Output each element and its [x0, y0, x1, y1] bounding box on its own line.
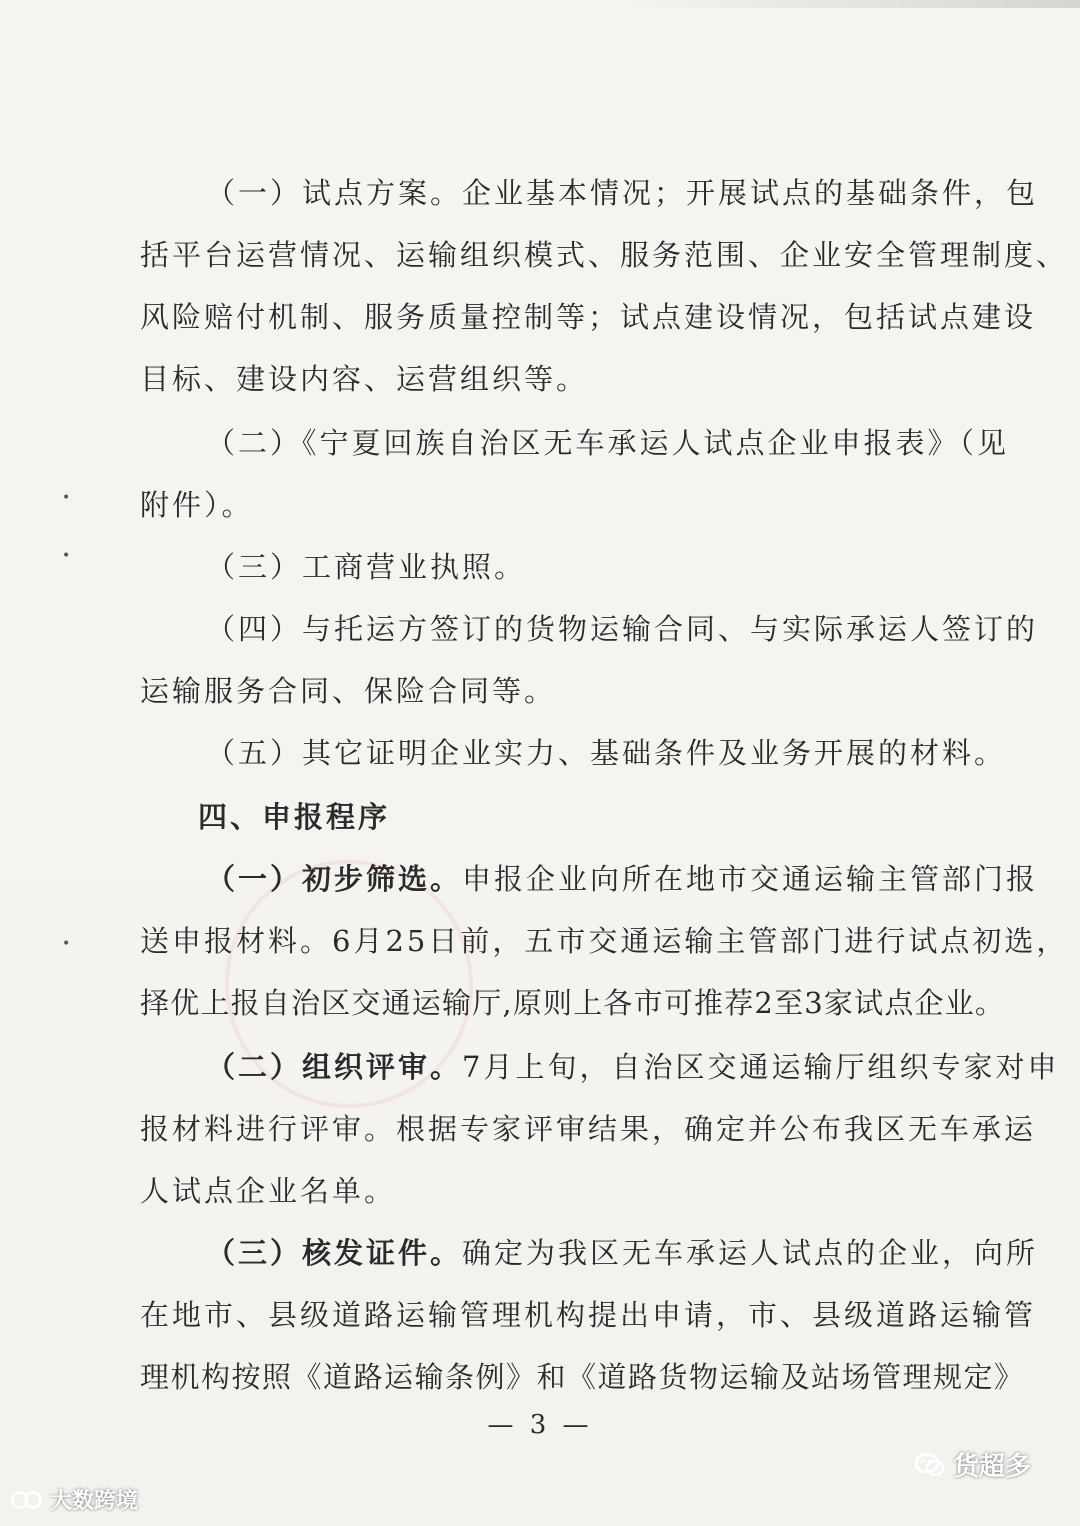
- text-line: （二）《宁夏回族自治区无车承运人试点企业申报表》（见: [206, 426, 1010, 460]
- paragraph-application-form: [140, 412, 1010, 536]
- watermark-text: 货超多: [953, 1452, 1032, 1482]
- text-run: 申报企业向所在地市交通运输主管部门报: [462, 862, 1039, 896]
- text-line: 括平台运营情况、运输组织模式、服务范围、企业安全管理制度、: [140, 238, 1069, 272]
- page-number: — 3 —: [487, 1410, 593, 1440]
- text-line: 理机构按照《道路运输条例》和《道路货物运输及站场管理规定》: [140, 1360, 1025, 1394]
- text-line: [140, 848, 1039, 910]
- watermark-text: 大数跨境: [50, 1489, 139, 1514]
- text-line: （三）工商营业执照。: [206, 550, 527, 584]
- subsection-title: （二）组织评审。: [206, 1050, 463, 1084]
- text-line: 风险赔付机制、服务质量控制等；试点建设情况，包括试点建设: [140, 300, 1037, 334]
- text-line: 在地市、县级道路运输管理机构提出申请，市、县级道路运输管: [140, 1298, 1037, 1332]
- text-line: （四）与托运方签订的货物运输合同、与实际承运人签订的: [206, 612, 1039, 646]
- text-run: 7月上旬，自治区交通运输厅组织专家对申: [462, 1050, 1060, 1084]
- text-line: （一）试点方案。企业基本情况；开展试点的基础条件，包: [206, 176, 1039, 210]
- text-line: 择优上报自治区交通运输厅,原则上各市可推荐2至3家试点企业。: [140, 986, 1006, 1020]
- text-line: 送申报材料。6月25日前，五市交通运输主管部门进行试点初选，: [140, 924, 1069, 958]
- scan-dot: •: [62, 548, 71, 564]
- subsection-title: （三）核发证件。: [206, 1236, 463, 1270]
- paragraph-other-materials: [140, 722, 1007, 784]
- text-line: [140, 1036, 1060, 1098]
- scan-edge: [600, 0, 1080, 8]
- text-line: 运输服务合同、保险合同等。: [140, 674, 557, 708]
- watermark-left: [10, 1484, 138, 1515]
- wechat-icon: [915, 1452, 945, 1478]
- text-line: 附件）。: [140, 488, 254, 522]
- paragraph-trial-plan: [140, 162, 1069, 410]
- paragraph-certificate: [140, 1222, 1039, 1408]
- text-run: 确定为我区无车承运人试点的企业，向所: [462, 1236, 1039, 1270]
- link-logo-icon: [10, 1489, 44, 1511]
- text-line: [140, 1222, 1039, 1284]
- scan-dot: •: [62, 936, 71, 952]
- paragraph-review: [140, 1036, 1060, 1222]
- text-line: （五）其它证明企业实力、基础条件及业务开展的材料。: [206, 736, 1007, 770]
- text-line: 人试点企业名单。: [140, 1174, 397, 1208]
- text-line: 目标、建设内容、运营组织等。: [140, 362, 589, 396]
- paragraph-business-license: [140, 536, 960, 598]
- watermark-right: [915, 1446, 1031, 1483]
- section-heading: 四、申报程序: [198, 800, 391, 834]
- scan-dot: •: [62, 490, 71, 506]
- subsection-title: （一）初步筛选。: [206, 862, 463, 896]
- text-line: 报材料进行评审。根据专家评审结果，确定并公布我区无车承运: [140, 1112, 1037, 1146]
- paragraph-preliminary-screening: [140, 848, 1069, 1034]
- paragraph-contracts: [140, 598, 1039, 722]
